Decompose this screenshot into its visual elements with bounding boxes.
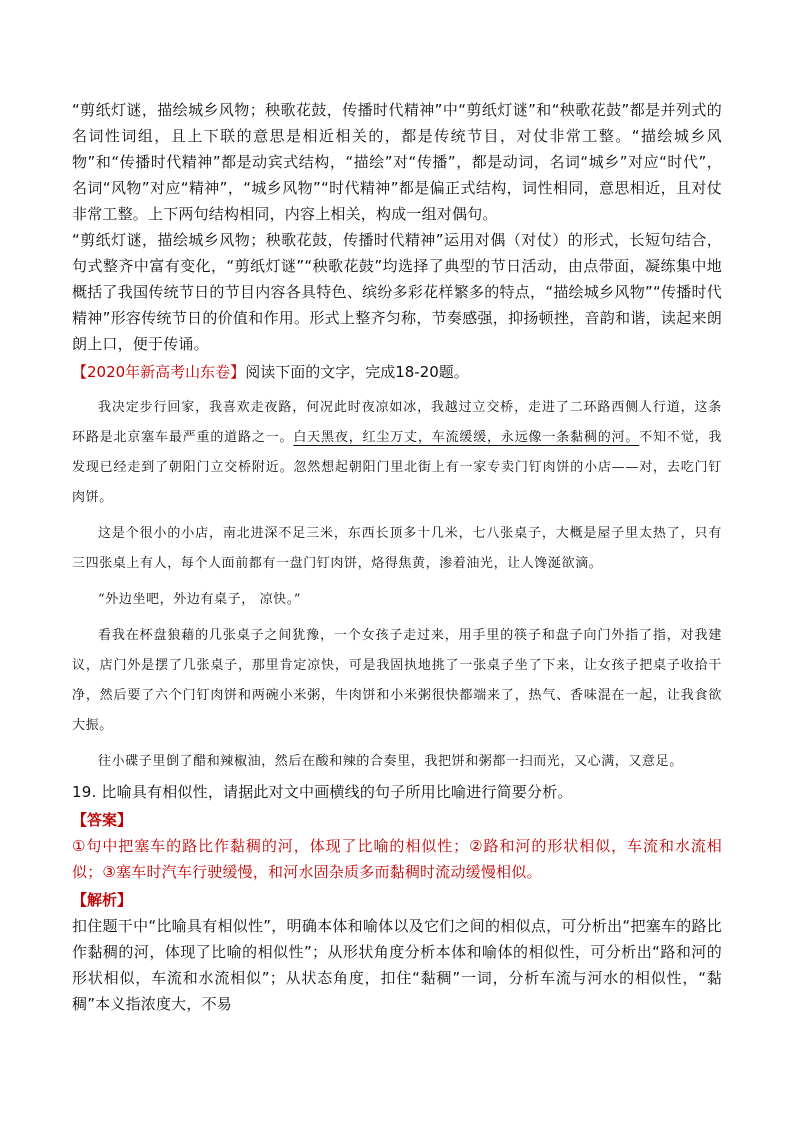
passage-paragraph-3: “外边坐吧，外边有桌子， 凉快。” <box>98 592 302 607</box>
explanation-text: 扣住题干中“比喻具有相似性”，明确本体和喻体以及它们之间的相似点，可分析出“把塞车的路比作黏稠的河，体现了比喻的相似性”；从形状角度分析本体和喻体的相似性，可分析出“路和河的形状相似，车流和水流相似”；从状态角度，扣住“黏稠”一词，分析车流与河水的相似性，“黏稠”本义指浓度大，不易 <box>72 917 722 1013</box>
underlined-sentence: 白天黑夜，红尘万丈，车流缓缓，永远像一条黏稠的河。 <box>293 430 640 445</box>
passage-paragraph-2: 这是个很小的小店，南北进深不足三米，东西长顶多十几米，七八张桌子，大概是屋子里太热了，只有三四张桌上有人，每个人面前都有一盘门钉肉饼，烙得焦黄，渗着油光，让人馋涎欲滴。 <box>72 526 722 571</box>
explanation-heading: 【解析】 <box>72 891 133 909</box>
passage-paragraph-4: 看我在杯盘狼藉的几张桌子之间犹豫，一个女孩子走过来，用手里的筷子和盘子向门外指了指，对我建议，店门外是摆了几张桌子，那里肯定凉快，可是我固执地挑了一张桌子坐了下来，让女孩子把桌子收拾干净，然后要了六个门钉肉饼和两碗小米粥，牛肉饼和小米粥很快都端来了，热气、香味混在一起，让我食欲大振。 <box>72 628 722 733</box>
source-line <box>72 359 722 385</box>
passage-paragraph-5: 往小碟子里倒了醋和辣椒油，然后在酸和辣的合奏里，我把饼和粥都一扫而光，又心满，又意足。 <box>98 754 683 769</box>
answer-heading: 【答案】 <box>72 811 133 829</box>
analysis-paragraph-2: “剪纸灯谜，描绘城乡风物；秧歌花鼓，传播时代精神”运用对偶（对仗）的形式，长短句结合，句式整齐中富有变化，“剪纸灯谜”“秧歌花鼓”均选择了典型的节日活动，由点带面，凝练集中地概括了我国传统节日的节目内容各具特色、缤纷多彩花样繁多的特点，“描绘城乡风物”“传播时代精神”形容传统节日的价值和作用。形式上整齐匀称，节奏感强，抑扬顿挫，音韵和谐，读起来朗朗上口，便于传诵。 <box>72 231 722 353</box>
passage-paragraph-1 <box>72 393 722 513</box>
passage-text: 我决定步行回家，我喜欢走夜路，何况此时夜凉如冰，我越过立交桥，走进了二环路西侧人行道，这条环路是北京塞车最严重的道路之一。 <box>72 400 722 445</box>
source-instruction: 阅读下面的文字，完成18-20题。 <box>245 363 469 381</box>
page-content <box>72 97 722 1017</box>
passage-text: 不知不觉，我发现已经走到了朝阳门立交桥附近。忽然想起朝阳门里北街上有一家专卖门钉肉饼的小店——对，去吃门钉肉饼。 <box>72 430 722 505</box>
answer-text: ①句中把塞车的路比作黏稠的河，体现了比喻的相似性；②路和河的形状相似，车流和水流相似；③塞车时汽车行驶缓慢，和河水固杂质多而黏稠时流动缓慢相似。 <box>72 837 722 881</box>
analysis-paragraph-1: “剪纸灯谜，描绘城乡风物；秧歌花鼓，传播时代精神”中“剪纸灯谜”和“秧歌花鼓”都是并列式的名词性词组，且上下联的意思是相近相关的，都是传统节目，对仗非常工整。“描绘城乡风物”和“传播时代精神”都是动宾式结构，“描绘”对“传播”，都是动词，名词“城乡”对应“时代”，名词“风物”对应“精神”，“城乡风物”“时代精神”都是偏正式结构，词性相同，意思相近，且对仗非常工整。上下两句结构相同，内容上相关，构成一组对偶句。 <box>72 101 722 223</box>
question-19: 19. 比喻具有相似性，请据此对文中画横线的句子所用比喻进行简要分析。 <box>72 783 573 801</box>
exam-source-tag: 【2020年新高考山东卷】 <box>72 363 246 381</box>
